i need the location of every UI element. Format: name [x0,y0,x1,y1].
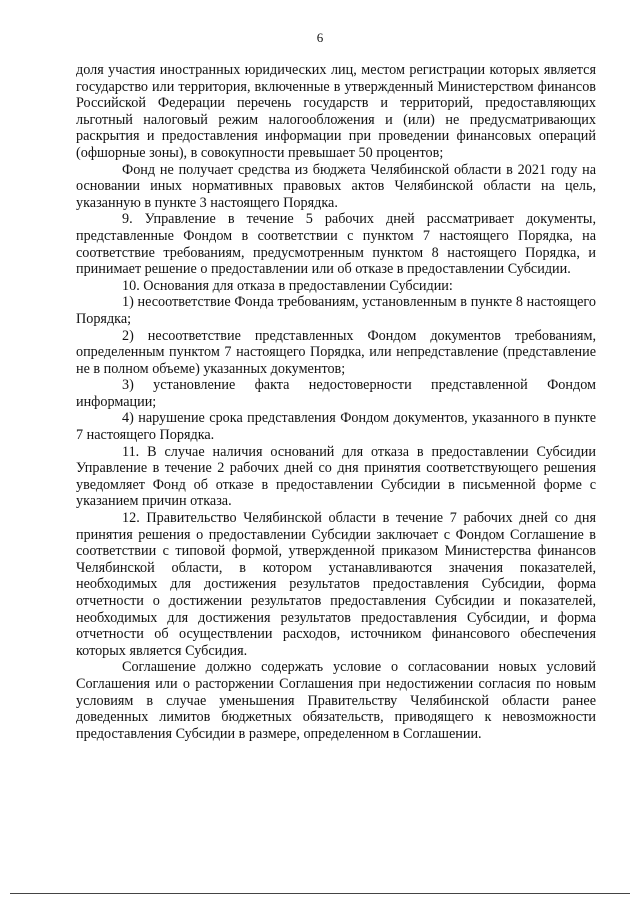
paragraph-item-10-4: 4) нарушение срока представления Фондом документов, указанного в пункте 7 настоящего Порядка. [76,410,596,444]
paragraph-item-10-3: 3) установление факта недостоверности представленной Фондом информации; [76,377,596,410]
paragraph-item-9: 9. Управление в течение 5 рабочих дней рассматривает документы, представленные Фондом в соответствии с пунктом 7 настоящего Порядка, на соответствие требованиям, предусмотренным пунктом 8 настоящего Порядка, и принимает решение о предоставлении или об отказе в предоставлении Субсидии. [76,211,596,278]
paragraph-item-12: 12. Правительство Челябинской области в течение 7 рабочих дней со дня принятия решения о предоставлении Субсидии заключает с Фондом Соглашение в соответствии с типовой формой, утвержденной приказом Министерства финансов Челябинской области, в котором устанавливаются значения показателей, необходимых для достижения результатов предоставления Субсидии, форма отчетности о достижении результатов предоставления Субсидии и показателей, необходимых для достижения результатов предоставления Субсидии, и форма отчетности об осуществлении расходов, источником финансового обеспечения которых является Субсидия. [76,510,596,659]
paragraph-no-other-funding: Фонд не получает средства из бюджета Челябинской области в 2021 году на основании иных нормативных правовых актов Челябинской области на цель, указанную в пункте 3 настоящего Порядка. [76,161,596,211]
paragraph-agreement-conditions: Соглашение должно содержать условие о согласовании новых условий Соглашения или о расторжении Соглашения при недостижении согласия по новым условиям в случае уменьшения Правительству Челябинской области ранее доведенных лимитов бюджетных обязательств, приводящего к невозможности предоставления Субсидии в размере, определенном в Соглашении. [76,659,596,742]
paragraph-item-10-1: 1) несоответствие Фонда требованиям, установленным в пункте 8 настоящего Порядка; [76,294,596,327]
paragraph-offshore-share: доля участия иностранных юридических лиц, местом регистрации которых является государство или территория, включенные в утвержденный Министерством финансов Российской Федерации перечень государств и территорий, предоставляющих льготный налоговый режим налогообложения и (или) не предусматривающих раскрытия и предоставления информации при проведении финансовых операций (офшорные зоны), в совокупности превышает 50 процентов; [76,62,596,161]
paragraph-item-10: 10. Основания для отказа в предоставлении Субсидии: [122,277,453,294]
document-body [76,62,596,742]
paragraph-item-11: 11. В случае наличия оснований для отказа в предоставлении Субсидии Управление в течение 2 рабочих дней со дня принятия соответствующего решения уведомляет Фонд об отказе в предоставлении Субсидии в письменной форме с указанием причин отказа. [76,443,596,510]
paragraph-item-10-2: 2) несоответствие представленных Фондом документов требованиям, определенным пунктом 7 настоящего Порядка, или непредставление (представление не в полном объеме) указанных документов; [76,327,596,377]
page-number: 6 [316,30,324,45]
page-bottom-edge [10,893,630,894]
